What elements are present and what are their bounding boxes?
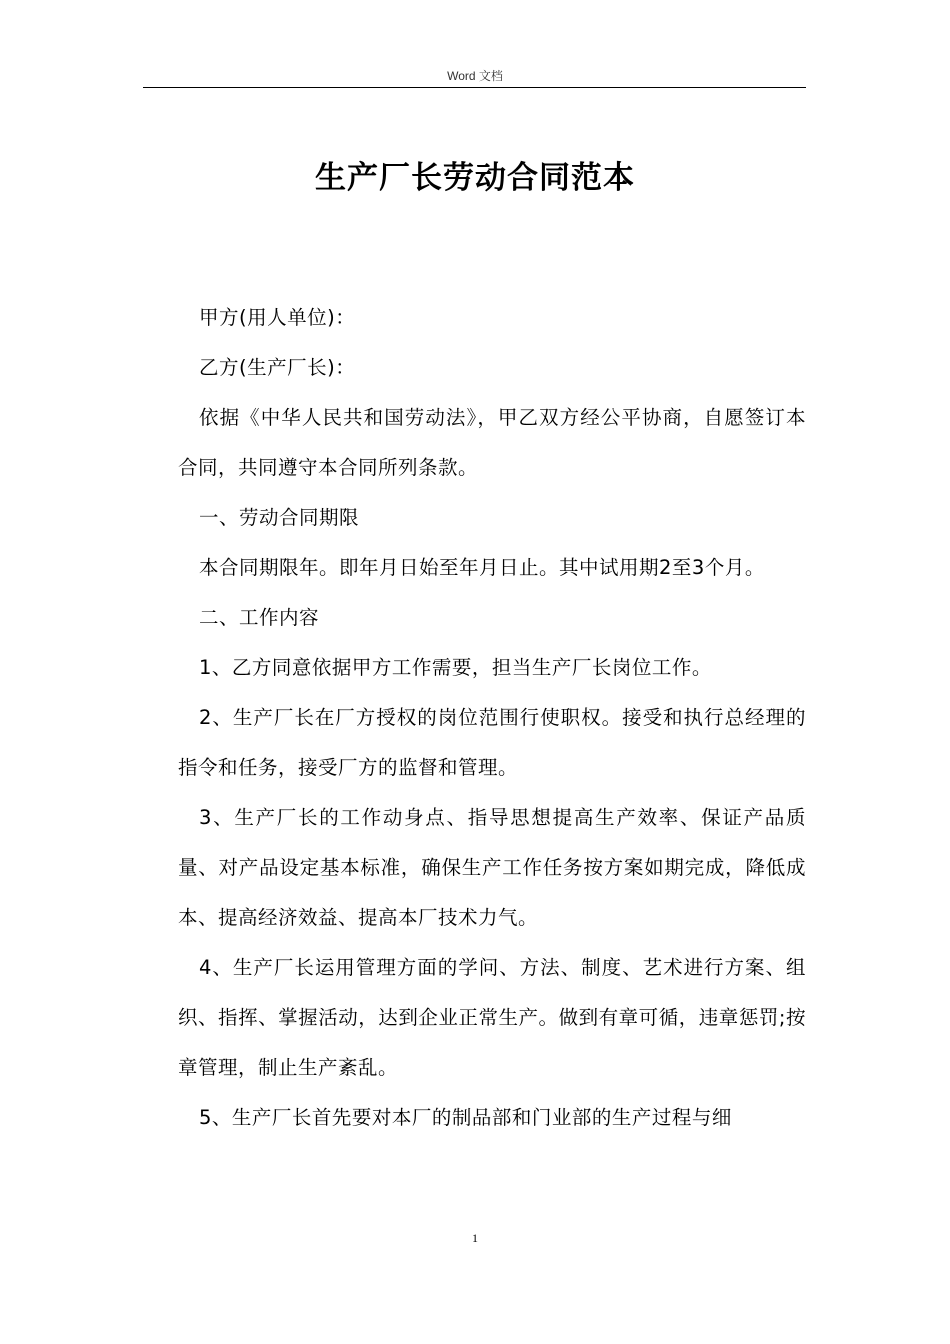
section-heading-work: 二、工作内容	[199, 606, 320, 629]
clause-4: 4、生产厂长运用管理方面的学问、方法、制度、艺术进行方案、组织、指挥、掌握活动，达到企业正常生产。做到有章可循，违章惩罚;按章管理，制止生产紊乱。	[178, 956, 806, 1079]
document-body	[178, 293, 806, 1143]
party-b-line: 乙方(生产厂长)：	[199, 356, 356, 379]
page-header: Word 文档	[447, 69, 503, 83]
clause-3: 3、生产厂长的工作动身点、指导思想提高生产效率、保证产品质量、对产品设定基本标准，确保生产工作任务按方案如期完成，降低成本、提高经济效益、提高本厂技术力气。	[178, 806, 806, 929]
section-heading-term: 一、劳动合同期限	[199, 506, 360, 529]
document-title: 生产厂长劳动合同范本	[315, 160, 635, 196]
header-divider	[143, 87, 806, 88]
clause-5: 5、生产厂长首先要对本厂的制品部和门业部的生产过程与细	[199, 1106, 732, 1129]
clause-1: 1、乙方同意依据甲方工作需要，担当生产厂长岗位工作。	[199, 656, 712, 679]
clause-2: 2、生产厂长在厂方授权的岗位范围行使职权。接受和执行总经理的指令和任务，接受厂方的监督和管理。	[178, 706, 806, 779]
term-paragraph: 本合同期限年。即年月日始至年月日止。其中试用期2至3个月。	[199, 556, 765, 579]
preamble-paragraph: 依据《中华人民共和国劳动法》，甲乙双方经公平协商，自愿签订本合同，共同遵守本合同所列条款。	[178, 406, 806, 479]
page-number: 1	[472, 1231, 478, 1245]
party-a-line: 甲方(用人单位)：	[199, 306, 356, 329]
